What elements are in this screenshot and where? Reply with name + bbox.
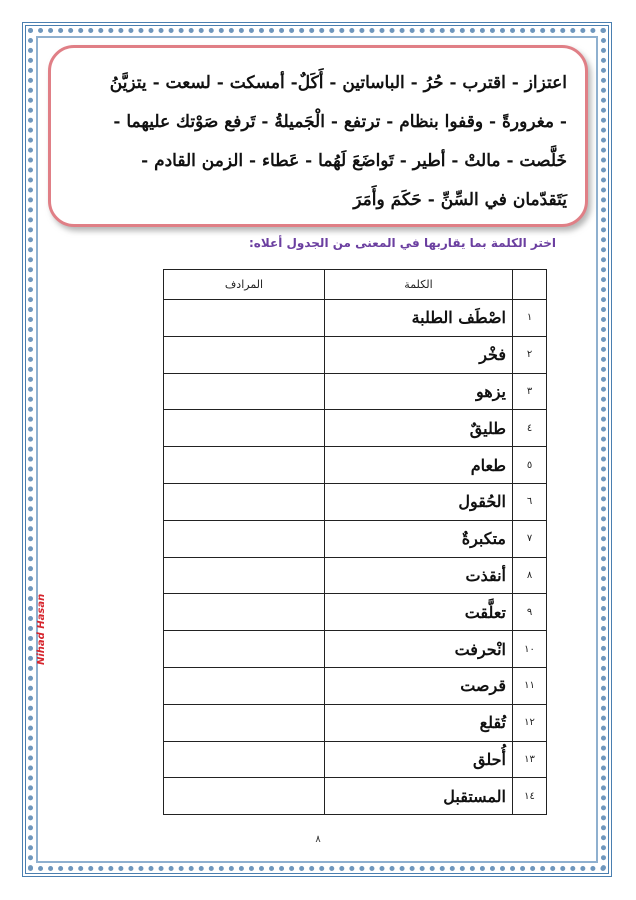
row-number: ٨ — [513, 557, 547, 594]
synonym-answer-cell[interactable] — [164, 631, 325, 668]
row-number: ٤ — [513, 410, 547, 447]
row-word: طعام — [325, 447, 513, 484]
row-number: ١٠ — [513, 631, 547, 668]
synonym-answer-cell[interactable] — [164, 300, 325, 337]
row-word: تعلَّقت — [325, 594, 513, 631]
table-row — [164, 483, 547, 520]
synonym-answer-cell[interactable] — [164, 447, 325, 484]
table-row — [164, 594, 547, 631]
table-row — [164, 410, 547, 447]
row-word: طليقٌ — [325, 410, 513, 447]
synonym-answer-cell[interactable] — [164, 336, 325, 373]
word-bank-box — [48, 45, 588, 227]
row-word: فخْر — [325, 336, 513, 373]
row-number: ١ — [513, 300, 547, 337]
row-word: قرصت — [325, 667, 513, 704]
word-bank-line: يَتَقدّمان في السِّنِّ - حَكَمَ وأَمَرَ — [353, 190, 567, 210]
row-word: المستقبل — [325, 778, 513, 815]
row-number: ٥ — [513, 447, 547, 484]
table-row — [164, 667, 547, 704]
row-word: الحُقول — [325, 483, 513, 520]
row-number: ١٤ — [513, 778, 547, 815]
table-row — [164, 447, 547, 484]
table-row — [164, 336, 547, 373]
table-row — [164, 520, 547, 557]
synonym-answer-cell[interactable] — [164, 778, 325, 815]
header-word: الكلمة — [325, 270, 513, 300]
row-number: ١١ — [513, 667, 547, 704]
word-bank-line: خَلَّصت - مالتْ - أطير - تَواضَعَ لَهُما - عَطاء - الزمن القادم - — [141, 151, 567, 171]
synonym-answer-cell[interactable] — [164, 373, 325, 410]
row-word: انْحرفت — [325, 631, 513, 668]
header-synonym: المرادف — [164, 270, 325, 300]
synonym-answer-cell[interactable] — [164, 557, 325, 594]
synonym-answer-cell[interactable] — [164, 520, 325, 557]
header-number — [513, 270, 547, 300]
table-row — [164, 741, 547, 778]
row-word: اصْطَف الطلبة — [325, 300, 513, 337]
table-header-row — [164, 270, 547, 300]
table-row — [164, 557, 547, 594]
row-word: أُحلق — [325, 741, 513, 778]
synonym-answer-cell[interactable] — [164, 410, 325, 447]
word-bank-line: - مغرورةً - وقفوا بنظام - ترتفع - الْجَميلةُ - تَرفع صَوْتك عليهما - — [113, 112, 567, 132]
row-number: ٢ — [513, 336, 547, 373]
word-bank-line: اعتزاز - اقترب - حُرُ - الباساتين - أَكَلٌ- أمسكت - لسعت - يتزيَّنُ — [109, 73, 567, 93]
row-word: متكبرةٌ — [325, 520, 513, 557]
table-row — [164, 631, 547, 668]
synonym-answer-cell[interactable] — [164, 594, 325, 631]
synonym-answer-cell[interactable] — [164, 483, 325, 520]
table-row — [164, 704, 547, 741]
synonym-answer-cell[interactable] — [164, 741, 325, 778]
exercise-instruction: اختر الكلمة بما يقاربها في المعنى من الجدول أعلاه: — [249, 236, 556, 250]
table-row — [164, 300, 547, 337]
row-word: أنقذت — [325, 557, 513, 594]
table-row — [164, 373, 547, 410]
row-word: يزهو — [325, 373, 513, 410]
row-number: ٣ — [513, 373, 547, 410]
row-number: ٩ — [513, 594, 547, 631]
author-signature: Nihad Hasan — [36, 593, 47, 665]
row-word: تُقلع — [325, 704, 513, 741]
synonym-answer-cell[interactable] — [164, 667, 325, 704]
row-number: ٦ — [513, 483, 547, 520]
page-number: ٨ — [315, 834, 321, 845]
row-number: ١٢ — [513, 704, 547, 741]
row-number: ٧ — [513, 520, 547, 557]
synonym-answer-cell[interactable] — [164, 704, 325, 741]
table-row — [164, 778, 547, 815]
synonym-table — [163, 269, 546, 815]
row-number: ١٣ — [513, 741, 547, 778]
